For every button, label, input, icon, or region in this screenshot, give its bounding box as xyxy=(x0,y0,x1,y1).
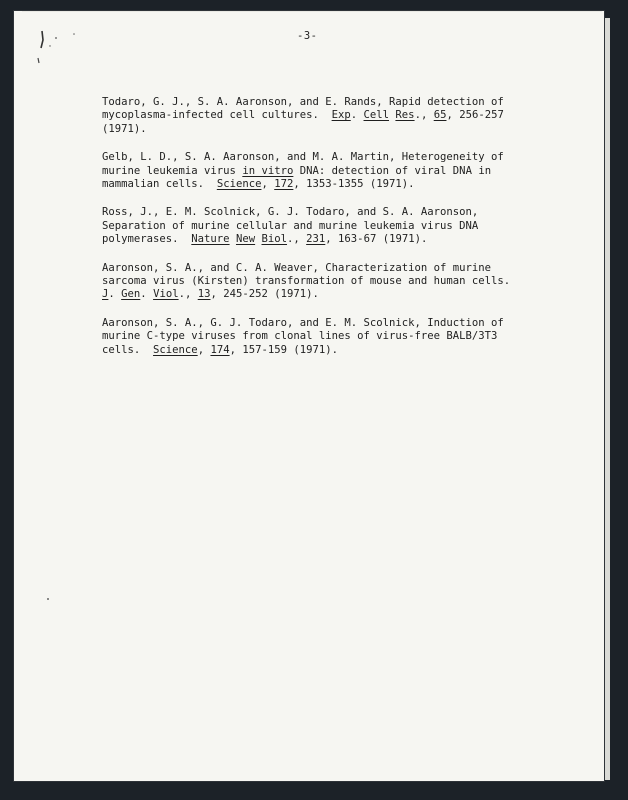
reference-line xyxy=(102,109,552,122)
reference-text: (1971). xyxy=(102,122,147,135)
underlined-text: Exp xyxy=(331,109,351,122)
underlined-text: New xyxy=(235,233,256,246)
reference-text: Aaronson, S. A., G. J. Todaro, and E. M. Scolnick, Induction of xyxy=(102,316,504,329)
underlined-text: 231 xyxy=(306,233,326,246)
reference-entry xyxy=(102,151,552,191)
reference-text: , xyxy=(261,178,275,191)
underlined-text: Gen xyxy=(121,288,141,301)
underlined-text: 174 xyxy=(210,343,230,356)
reference-text: Todaro, G. J., S. A. Aaronson, and E. Rands, Rapid detection of xyxy=(102,96,504,108)
underlined-text: Biol xyxy=(261,233,288,246)
reference-text: , 245-252 (1971). xyxy=(210,288,319,301)
reference-text: , 163-67 (1971). xyxy=(325,233,428,246)
paper-top-edge xyxy=(22,11,602,12)
reference-line xyxy=(102,262,552,275)
reference-text: , 157-159 (1971). xyxy=(229,343,339,356)
reference-text: Separation of murine cellular and murine leukemia virus DNA xyxy=(102,219,479,232)
underlined-text: Science xyxy=(216,178,262,191)
underlined-text: J xyxy=(102,288,109,301)
reference-text: , 1353-1355 (1971). xyxy=(293,178,415,191)
reference-line xyxy=(102,165,552,178)
paper-edge xyxy=(604,18,610,780)
page-number: -3- xyxy=(297,30,318,42)
reference-line xyxy=(102,288,552,301)
reference-entry xyxy=(102,262,552,302)
reference-text: cells. xyxy=(102,343,154,356)
underlined-text: 65 xyxy=(433,109,447,122)
reference-text: , 256-257 xyxy=(446,109,504,122)
reference-line xyxy=(102,151,552,164)
reference-text: . xyxy=(350,109,364,122)
underlined-text: Res xyxy=(395,109,415,122)
underlined-text: Viol xyxy=(153,288,179,301)
reference-text: mycoplasma-infected cell cultures. xyxy=(102,109,332,122)
reference-text: ., xyxy=(287,233,307,246)
reference-text: Aaronson, S. A., and C. A. Weaver, Characterization of murine xyxy=(102,261,492,274)
reference-entry xyxy=(102,317,552,357)
reference-line xyxy=(102,96,552,109)
underlined-text: 172 xyxy=(274,178,294,191)
reference-text: . xyxy=(108,288,122,301)
reference-text: polymerases. xyxy=(102,233,192,246)
reference-line xyxy=(102,275,552,288)
reference-text: DNA: detection of viral DNA in xyxy=(293,164,492,177)
reference-line xyxy=(102,206,552,219)
ink-marks xyxy=(30,28,90,78)
reference-entry xyxy=(102,206,552,246)
underlined-text: in vitro xyxy=(242,164,294,177)
reference-list xyxy=(102,96,552,372)
reference-line xyxy=(102,344,552,357)
underlined-text: Cell xyxy=(363,109,390,122)
underlined-text: Nature xyxy=(191,233,230,246)
underlined-text: 13 xyxy=(197,288,211,301)
reference-line xyxy=(102,123,552,136)
reference-text: sarcoma virus (Kirsten) transformation of mouse and human cells. xyxy=(102,275,511,288)
reference-text: mammalian cells. xyxy=(102,178,217,191)
reference-text: murine C-type viruses from clonal lines of virus-free BALB/3T3 xyxy=(102,330,498,343)
reference-entry xyxy=(102,96,552,136)
reference-text: Ross, J., E. M. Scolnick, G. J. Todaro, and S. A. Aaronson, xyxy=(102,206,479,219)
reference-text: Gelb, L. D., S. A. Aaronson, and M. A. Martin, Heterogeneity of xyxy=(102,151,504,164)
reference-text: . xyxy=(140,288,154,301)
reference-line xyxy=(102,220,552,233)
reference-text: , xyxy=(197,343,211,356)
reference-text: ., xyxy=(178,288,198,301)
reference-line xyxy=(102,178,552,191)
reference-text: murine leukemia virus xyxy=(102,164,243,177)
reference-line xyxy=(102,233,552,246)
speck xyxy=(47,598,49,600)
reference-text: ., xyxy=(414,109,434,122)
underlined-text: Science xyxy=(153,343,198,356)
reference-line xyxy=(102,330,552,343)
reference-line xyxy=(102,317,552,330)
